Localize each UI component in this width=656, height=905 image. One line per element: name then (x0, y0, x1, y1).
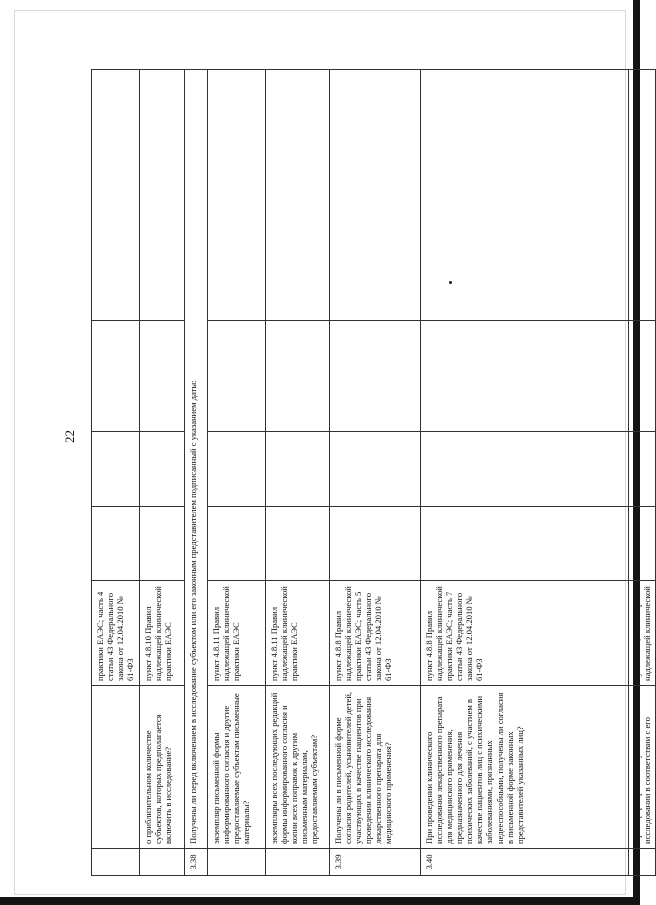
answer-no-cell (139, 432, 184, 507)
comment-cell (265, 70, 329, 321)
table-row (329, 70, 420, 876)
answer-yes-cell (329, 507, 420, 581)
answer-yes-cell (420, 507, 628, 581)
table-row (628, 70, 655, 876)
basis-cell: пункт 4.8.8 Правил надлежащей клинической практики ЕАЭС; часть 5 статьи 43 Федерального закона от 12.04.2010 № 61-ФЗ (329, 581, 420, 686)
table-row (420, 70, 628, 876)
question-cell: При проведении клинического исследования лекарственного препарата для медицинского применения, предназначенного для лечения психических заболеваний, с участием в качестве пациентов лиц с психическими заболеваниями, признанных недееспособными, получены ли согласия в письменной форме законных представителей указанных лиц? (420, 686, 628, 849)
comment-cell (139, 70, 184, 321)
answer-na-cell (92, 321, 140, 432)
answer-na-cell (329, 321, 420, 432)
answer-na-cell (139, 321, 184, 432)
scan-edge-bottom (0, 897, 640, 905)
answer-yes-cell (628, 507, 655, 581)
table-row (184, 70, 207, 876)
question-cell: Проинформирован ли субъект об исследовании в соответствии с его (628, 686, 655, 849)
row-number: 3.41 (628, 849, 655, 876)
row-number: 3.39 (329, 849, 420, 876)
answer-no-cell (92, 432, 140, 507)
question-cell (92, 686, 140, 849)
answer-no-cell (420, 432, 628, 507)
answer-no-cell (265, 432, 329, 507)
answer-no-cell (329, 432, 420, 507)
table-row (139, 70, 184, 876)
answer-yes-cell (265, 507, 329, 581)
comment-cell (329, 70, 420, 321)
row-number (265, 849, 329, 876)
answer-yes-cell (207, 507, 265, 581)
basis-cell: пункт 4.8.11 Правил надлежащей клинической практики ЕАЭС (207, 581, 265, 686)
row-number: 3.38 (184, 849, 207, 876)
rotated-table-container (91, 70, 652, 876)
answer-yes-cell (139, 507, 184, 581)
page-number: 22 (62, 430, 77, 443)
table-row (265, 70, 329, 876)
comment-cell (628, 70, 655, 321)
table-row (207, 70, 265, 876)
question-cell: экземпляры всех последующих редакций формы информированного согласия и копии всех поправок к другим письменным материалам, предоставляемым субъектам? (265, 686, 329, 849)
answer-na-cell (420, 321, 628, 432)
answer-na-cell (628, 321, 655, 432)
row-number (207, 849, 265, 876)
question-cell: экземпляр письменной формы информированного согласия и другие предоставляемые субъектам письменные материалы? (207, 686, 265, 849)
table-row (92, 70, 140, 876)
answer-na-cell (207, 321, 265, 432)
row-number (139, 849, 184, 876)
comment-cell (207, 70, 265, 321)
basis-cell: пункт 4.8.11 Правил надлежащей клинической практики ЕАЭС (265, 581, 329, 686)
question-cell: Получены ли в письменной форме согласия родителей, усыновителей детей, участвующих в качестве пациентов при проведении клинического исследования лекарственного препарата для медицинского применения? (329, 686, 420, 849)
answer-no-cell (207, 432, 265, 507)
question-cell: о приблизительном количестве субъектов, которых предполагается включить в исследование? (139, 686, 184, 849)
row-number: 3.40 (420, 849, 628, 876)
basis-cell: пункты 2.9, 4.8.12 Правил надлежащей клинической (628, 581, 655, 686)
answer-na-cell (265, 321, 329, 432)
row-number (92, 849, 140, 876)
scan-speck (449, 281, 452, 284)
section-heading-cell: Получены ли перед включением в исследование субъектом или его законным представителем подписанный с указанием даты: (184, 70, 207, 849)
comment-cell (92, 70, 140, 321)
answer-no-cell (628, 432, 655, 507)
basis-cell: практики ЕАЭС; часть 4 статьи 43 Федерального закона от 12.04.2010 № 61-ФЗ (92, 581, 140, 686)
basis-cell: пункт 4.8.8 Правил надлежащей клинической практики ЕАЭС; часть 7 статьи 43 Федерального закона от 12.04.2010 № 61-ФЗ (420, 581, 628, 686)
answer-yes-cell (92, 507, 140, 581)
basis-cell: пункт 4.8.10 Правил надлежащей клинической практики ЕАЭС (139, 581, 184, 686)
checklist-table (91, 69, 656, 876)
